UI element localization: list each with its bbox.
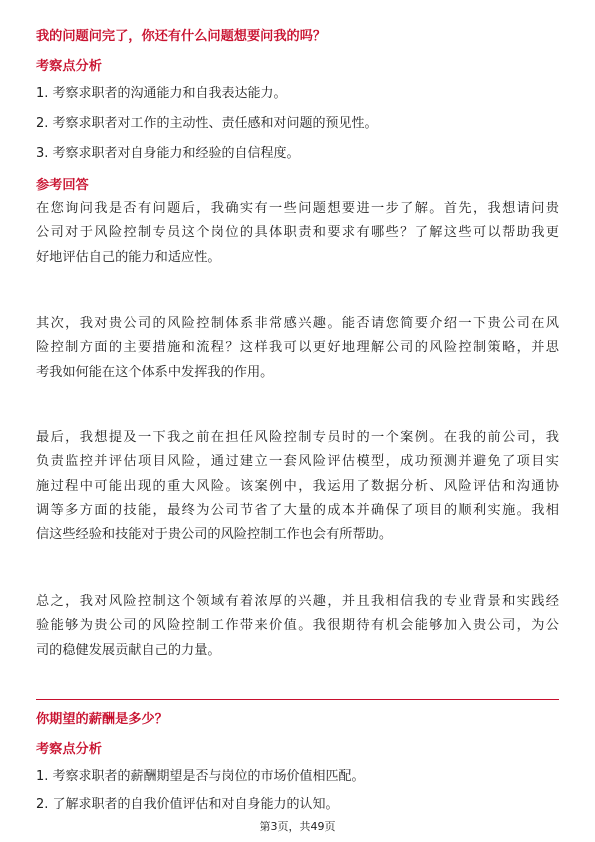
answer-paragraph-3 bbox=[36, 426, 559, 547]
analysis-point: 2. 考察求职者对工作的主动性、责任感和对问题的预见性。 bbox=[36, 116, 378, 131]
section-divider bbox=[36, 699, 559, 700]
answer-paragraph-2 bbox=[36, 312, 559, 385]
paragraph-line: 在您询问我是否有问题后，我确实有一些问题想要进一步了解。首先，我想请问贵 bbox=[36, 201, 559, 216]
paragraph-line: 考我如何能在这个体系中发挥我的作用。 bbox=[36, 364, 274, 380]
paragraph-line: 公司对于风险控制专员这个岗位的具体职责和要求有哪些？了解这些可以帮助我更 bbox=[36, 225, 559, 241]
paragraph-line: 好地评估自己的能力和适应性。 bbox=[36, 249, 221, 265]
analysis-heading-2: 考察点分析 bbox=[36, 742, 102, 757]
analysis-point: 2. 了解求职者的自我价值评估和对自身能力的认知。 bbox=[36, 797, 339, 812]
paragraph-line: 总之，我对风险控制这个领域有着浓厚的兴趣，并且我相信我的专业背景和实践经 bbox=[36, 594, 559, 609]
paragraph-line: 信这些经验和技能对于贵公司的风险控制工作也会有所帮助。 bbox=[36, 527, 393, 543]
answer-heading: 参考回答 bbox=[36, 178, 89, 193]
question-1-title: 我的问题问完了，你还有什么问题想要问我的吗？ bbox=[36, 29, 327, 44]
answer-paragraph-4 bbox=[36, 590, 559, 663]
paragraph-line: 司的稳健发展贡献自己的力量。 bbox=[36, 642, 221, 658]
paragraph-line: 负责监控并评估项目风险，通过建立一套风险评估模型，成功预测并避免了项目实 bbox=[36, 454, 559, 470]
paragraph-line: 调等多方面的技能，最终为公司节省了大量的成本并确保了项目的顺利实施。我相 bbox=[36, 502, 559, 518]
analysis-point: 1. 考察求职者的沟通能力和自我表达能力。 bbox=[36, 86, 287, 101]
page-number: 第3页，共49页 bbox=[259, 820, 336, 833]
paragraph-line: 其次，我对贵公司的风险控制体系非常感兴趣。能否请您简要介绍一下贵公司在风 bbox=[36, 316, 559, 331]
answer-paragraph-1 bbox=[36, 197, 559, 270]
paragraph-line: 险控制方面的主要措施和流程？这样我可以更好地理解公司的风险控制策略，并思 bbox=[36, 340, 559, 356]
question-2-title: 你期望的薪酬是多少？ bbox=[36, 712, 168, 727]
analysis-point: 1. 考察求职者的薪酬期望是否与岗位的市场价值相匹配。 bbox=[36, 769, 365, 784]
paragraph-line: 最后，我想提及一下我之前在担任风险控制专员时的一个案例。在我的前公司，我 bbox=[36, 430, 559, 445]
analysis-heading-1: 考察点分析 bbox=[36, 59, 102, 74]
analysis-point: 3. 考察求职者对自身能力和经验的自信程度。 bbox=[36, 146, 300, 161]
paragraph-line: 施过程中可能出现的重大风险。该案例中，我运用了数据分析、风险评估和沟通协 bbox=[36, 478, 559, 494]
paragraph-line: 验能够为贵公司的风险控制工作带来价值。我很期待有机会能够加入贵公司，为公 bbox=[36, 618, 559, 634]
